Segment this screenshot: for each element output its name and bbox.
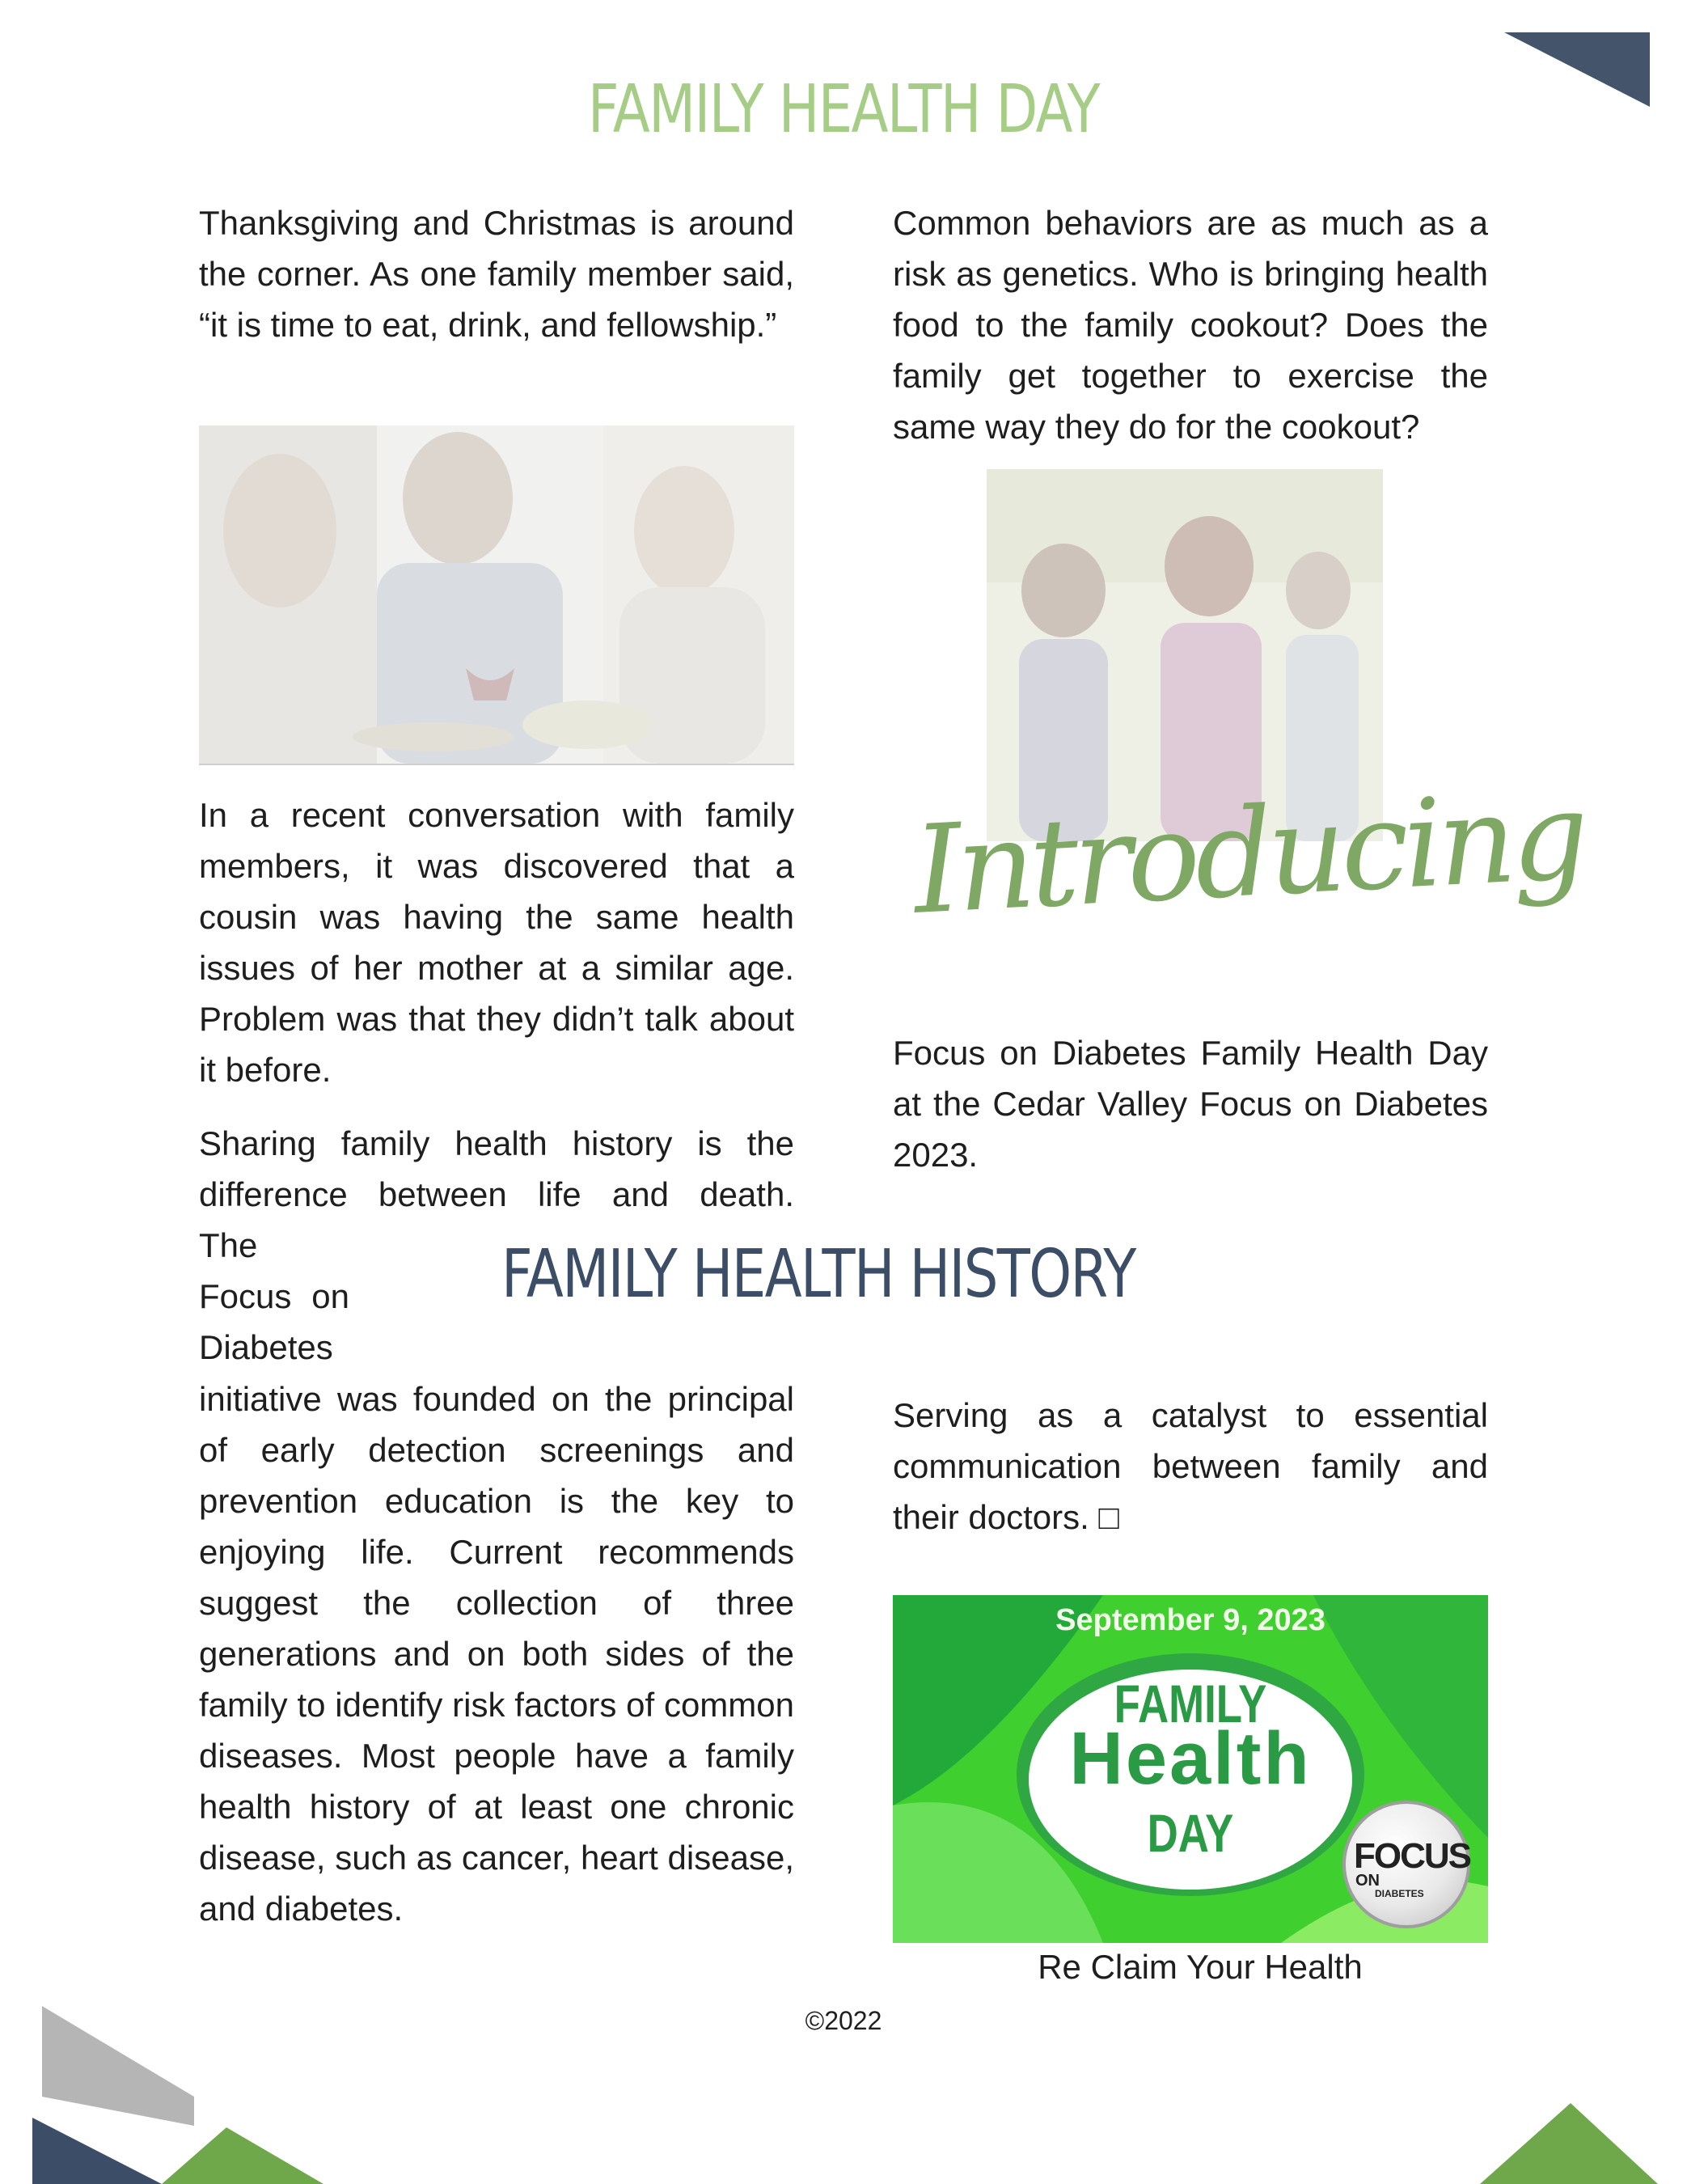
behaviors-paragraph: Common behaviors are as much as a risk as genetics. Who is bringing health food to the family cookout? Does the family get together to exercise the same way they do for the cookout? [893,204,1488,446]
banner-family: FAMILY [1114,1674,1267,1733]
family-dinner-photo [199,425,794,765]
copyright: ©2022 [805,2006,882,2035]
sharing-line-3: The [199,1226,258,1264]
logo-on-text: ON [1355,1872,1380,1890]
focus-on-diabetes-logo [1342,1801,1470,1928]
banner-day: DAY [1147,1803,1234,1863]
intro-paragraph: Thanksgiving and Christmas is around the corner. As one family member said, “it is time to eat, drink, and fellowship.” [199,204,794,344]
sharing-line-1: Sharing family health history is the [199,1124,794,1162]
initiative-paragraph: initiative was founded on the principal of early detection screenings and prevention education is the key to enjoying life. Current recommends suggest the collection of three generations and on both sides of the family to identify risk factors of common diseases. Most people have a family health history of at least one chronic disease, such as cancer, heart disease, and diabetes. [199,1380,794,1928]
catalyst-paragraph: Serving as a catalyst to essential communication between family and their doctors. □ [893,1396,1488,1536]
banner-date: September 9, 2023 [1055,1603,1326,1637]
conversation-paragraph: In a recent conversation with family members, it was discovered that a cousin was having the same health issues of her mother at a similar age. Problem was that they didn’t talk about it before. [199,796,794,1089]
sharing-line-4: Focus on [199,1277,349,1315]
sharing-line-5: Diabetes [199,1328,333,1366]
introducing-script-text: Introducing [910,765,1588,942]
section-title: FAMILY HEALTH HISTORY [501,1236,1135,1313]
family-health-day-banner [893,1595,1488,1943]
page-title: FAMILY HEALTH DAY [587,71,1100,148]
banner-caption: Re Claim Your Health [1038,1948,1363,1986]
logo-focus-text: FOCUS [1354,1836,1470,1876]
bottom-right-corner-shape [1480,2087,1658,2184]
sharing-line-2: difference between life and death. [199,1175,794,1213]
logo-diabetes-text: DIABETES [1375,1888,1424,1899]
event-paragraph: Focus on Diabetes Family Health Day at the Cedar Valley Focus on Diabetes 2023. [893,1034,1488,1174]
banner-health: Health [1069,1717,1312,1800]
